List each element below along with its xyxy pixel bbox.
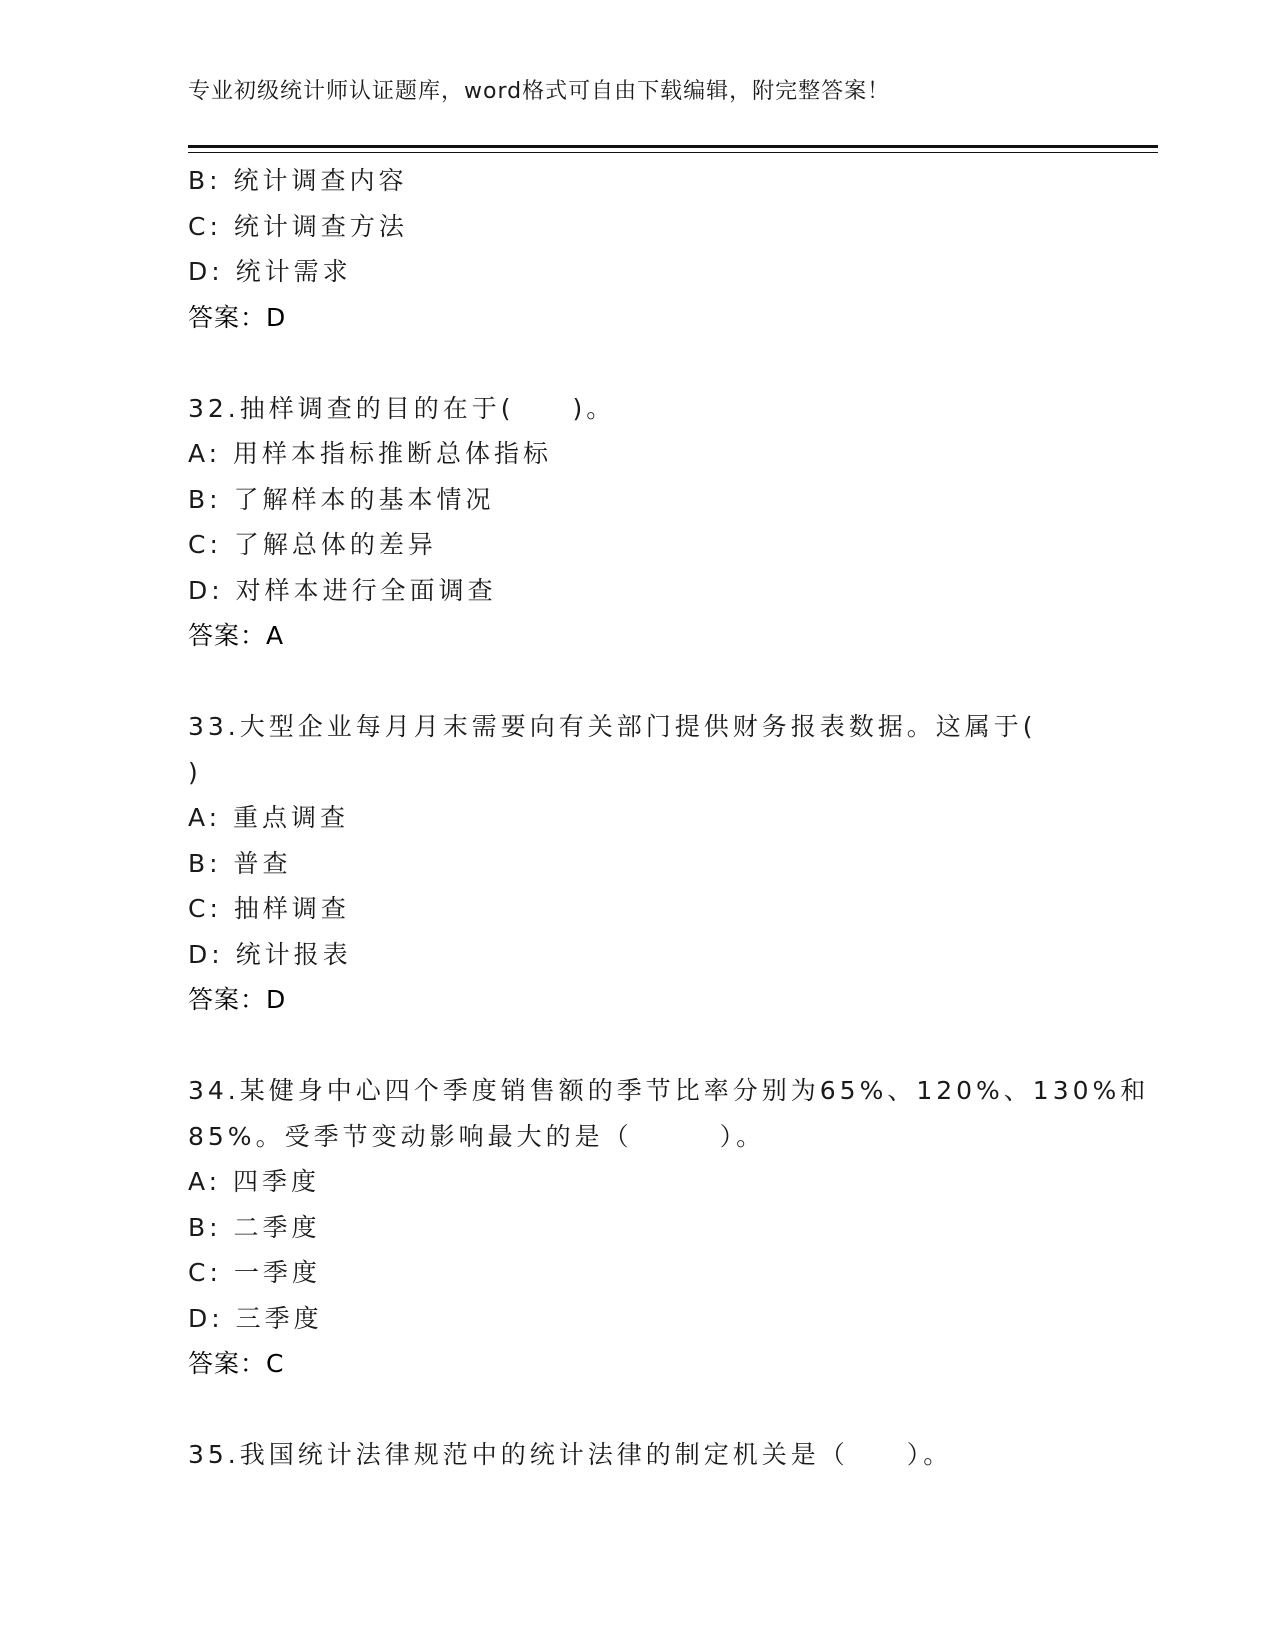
question-35 [188,1432,1088,1478]
question-content [188,158,1150,1478]
option-d: D: 三季度 [188,1303,323,1333]
question-33 [188,704,1088,1023]
answer-line: 答案：D [188,302,287,332]
option-b: B: 二季度 [188,1212,321,1242]
spacer [188,340,1088,386]
answer-line: 答案：A [188,621,285,650]
question-text: 32.抽样调查的目的在于( )。 [188,393,616,423]
header-rule-thin [188,152,1158,153]
question-text-line2: 85%。受季节变动影响最大的是（ ）。 [188,1121,766,1151]
question-32 [188,386,1088,659]
question-text-line2: ) [188,757,202,787]
option-a: A: 重点调查 [188,803,350,832]
option-a: A: 用样本指标推断总体指标 [188,439,553,468]
option-c: C: 抽样调查 [188,894,350,923]
answer-line: 答案：D [188,985,287,1014]
option-d: D: 统计需求 [188,257,352,286]
question-text-line1: 33.大型企业每月月末需要向有关部门提供财务报表数据。这属于( [188,712,1037,741]
option-b: B: 统计调查内容 [188,166,408,195]
spacer [188,659,1088,705]
spacer [188,1387,1088,1433]
page-header: 专业初级统计师认证题库，word格式可自由下载编辑，附完整答案！ [188,79,891,104]
option-d: D: 对样本进行全面调查 [188,575,497,605]
question-text-line1: 34.某健身中心四个季度销售额的季节比率分别为65%、120%、130%和 [188,1076,1150,1105]
option-c: C: 统计调查方法 [188,211,408,241]
question-31 [188,158,1088,340]
option-a: A: 四季度 [188,1167,321,1196]
question-text: 35.我国统计法律规范中的统计法律的制定机关是（ ）。 [188,1440,953,1469]
answer-line: 答案：C [188,1349,285,1378]
spacer [188,1023,1088,1069]
question-34 [188,1068,1150,1387]
header-rule-thick [188,145,1158,148]
option-d: D: 统计报表 [188,939,352,969]
option-c: C: 一季度 [188,1258,321,1287]
option-b: B: 普查 [188,848,292,878]
option-b: B: 了解样本的基本情况 [188,484,495,514]
option-c: C: 了解总体的差异 [188,530,437,559]
